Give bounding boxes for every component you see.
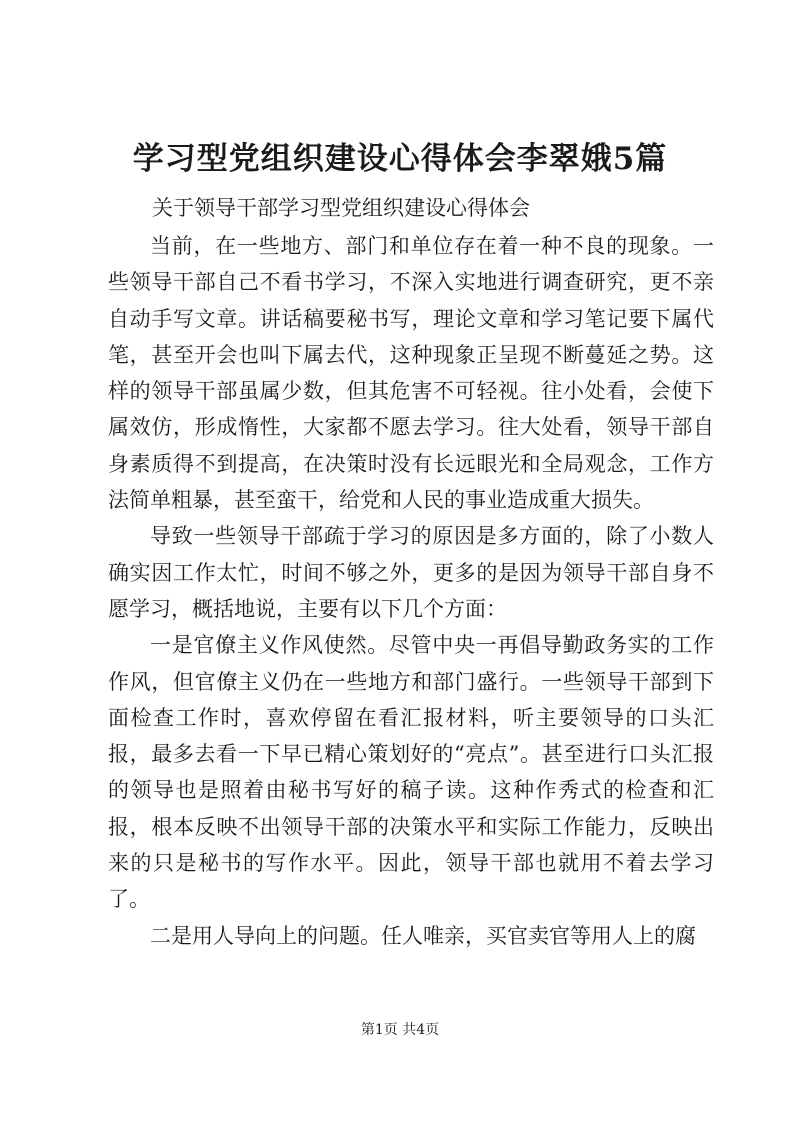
document-body: [108, 228, 714, 954]
page-number-footer: 第1页 共4页: [360, 1022, 440, 1038]
paragraph: 二是用人导向上的问题。任人唯亲，买官卖官等用人上的腐: [150, 923, 696, 948]
paragraph: 一是官僚主义作风使然。尽管中央一再倡导勤政务实的工作作风，但官僚主义仍在一些地方和部门盛行。一些领导干部到下面检查工作时，喜欢停留在看汇报材料，听主要领导的口头汇报，最多去看一下早已精心策划好的“亮点”。甚至进行口头汇报的领导也是照着由秘书写好的稿子读。这种作秀式的检查和汇报，根本反映不出领导干部的决策水平和实际工作能力，反映出来的只是秘书的写作水平。因此，领导干部也就用不着去学习了。: [108, 633, 714, 912]
paragraph: 当前，在一些地方、部门和单位存在着一种不良的现象。一些领导干部自己不看书学习，不深入实地进行调查研究，更不亲自动手写文章。讲话稿要秘书写，理论文章和学习笔记要下属代笔，甚至开会也叫下属去代，这种现象正呈现不断蔓延之势。这样的领导干部虽属少数，但其危害不可轻视。往小处看，会使下属效仿，形成惰性，大家都不愿去学习。往大处看，领导干部自身素质得不到提高，在决策时没有长远眼光和全局观念，工作方法简单粗暴，甚至蛮干，给党和人民的事业造成重大损失。: [108, 234, 714, 513]
paragraph: 导致一些领导干部疏于学习的原因是多方面的，除了小数人确实因工作太忙，时间不够之外，更多的是因为领导干部自身不愿学习，概括地说，主要有以下几个方面：: [108, 524, 714, 621]
document-subtitle: 关于领导干部学习型党组织建设心得体会: [152, 196, 530, 220]
document-title: 学习型党组织建设心得体会李翠娥5篇: [132, 141, 668, 177]
